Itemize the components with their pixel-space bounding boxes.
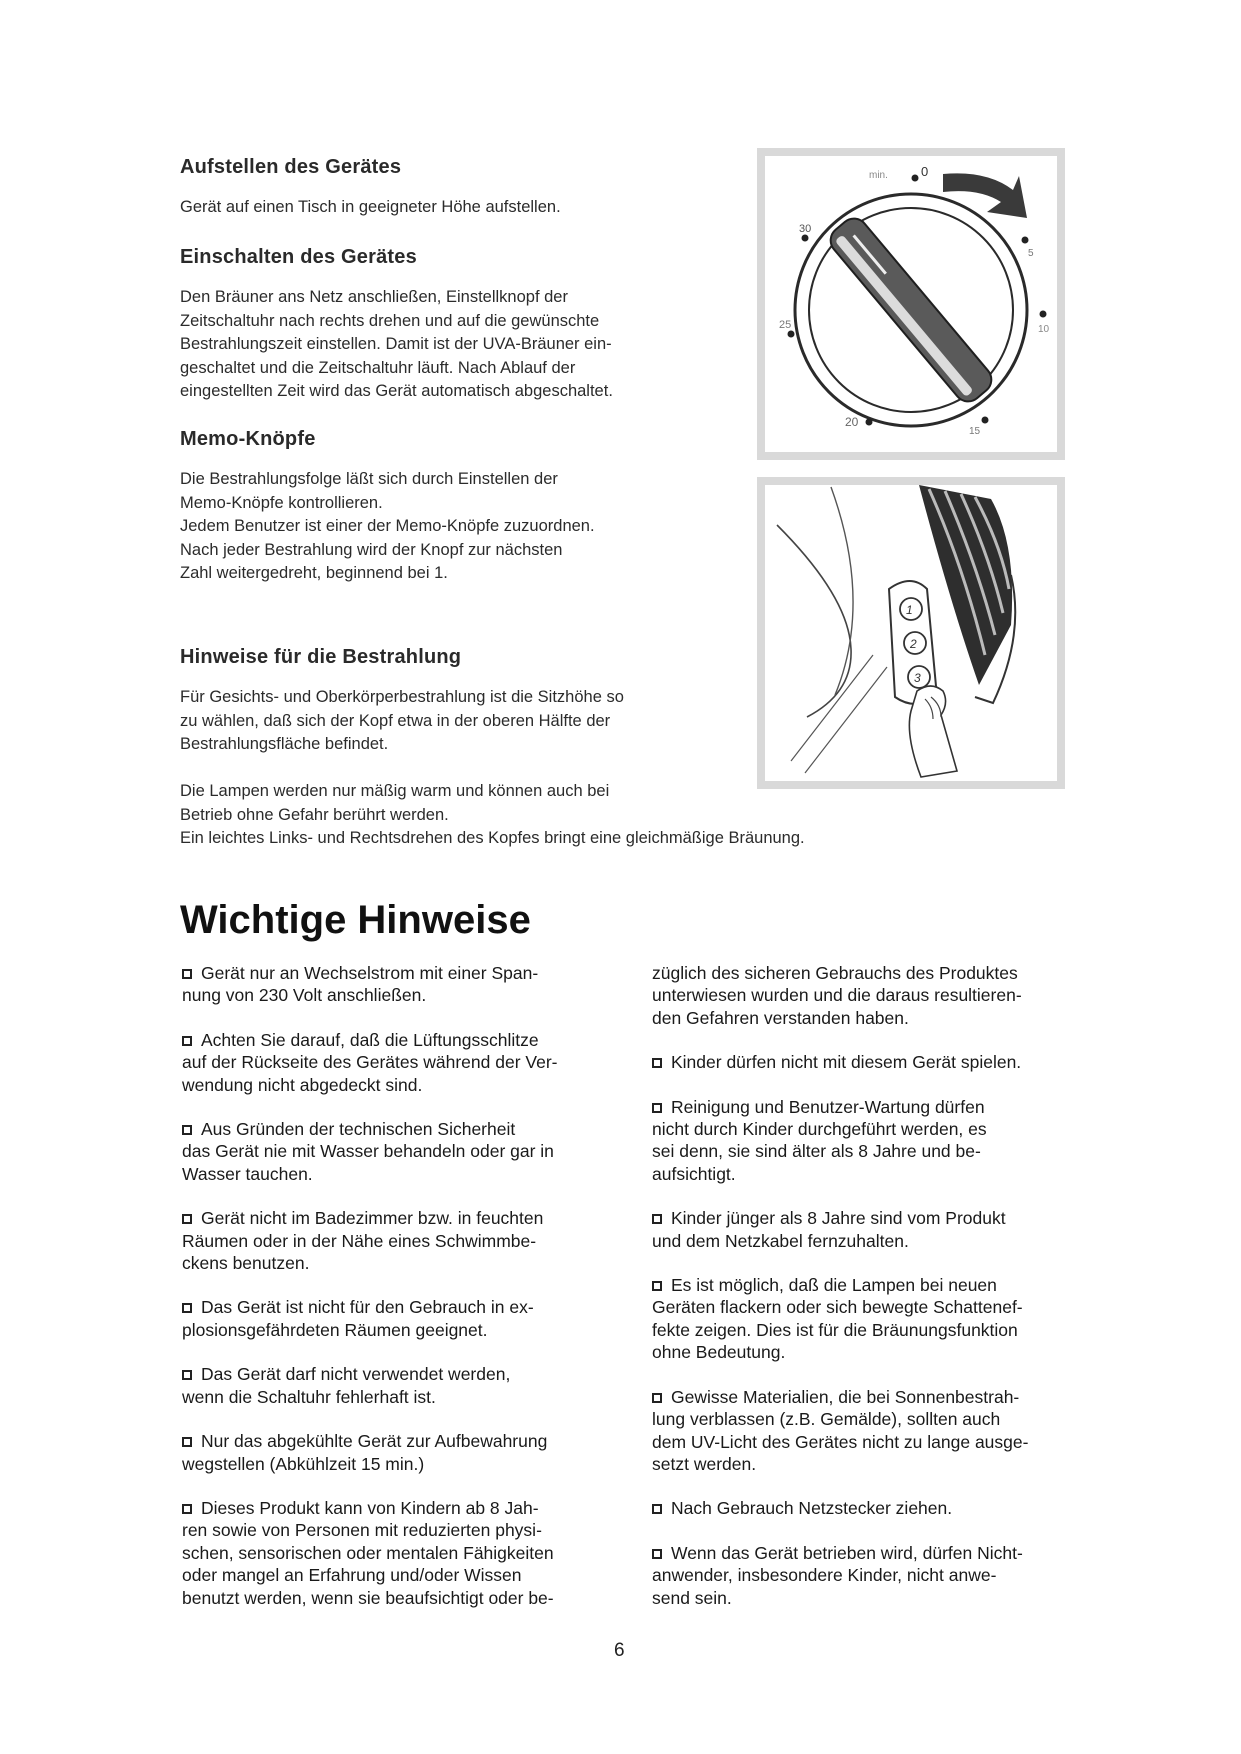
important-notes-right-column — [652, 962, 1076, 1609]
checkbox-bullet-icon — [182, 1214, 192, 1224]
checkbox-bullet-icon — [652, 1504, 662, 1514]
scale-label-30: 30 — [799, 223, 812, 235]
note-line: Aus Gründen der technischen Sicherheit — [201, 1119, 516, 1140]
checkbox-bullet-icon — [652, 1058, 662, 1068]
text-line: Jedem Benutzer ist einer der Memo-Knöpfe zuzuordnen. — [180, 517, 595, 535]
note-item — [182, 1029, 606, 1096]
note-item — [652, 1207, 1076, 1252]
note-line: das Gerät nie mit Wasser behandeln oder gar in — [182, 1141, 554, 1162]
checkbox-bullet-icon — [182, 969, 192, 979]
note-item — [182, 1363, 606, 1408]
note-line: Das Gerät darf nicht verwendet werden, — [201, 1364, 511, 1385]
note-item-continuation — [652, 962, 1076, 1029]
text-line: Nach jeder Bestrahlung wird der Knopf zur nächsten — [180, 540, 563, 559]
timer-dial-figure — [757, 148, 1065, 460]
note-line: Nach Gebrauch Netzstecker ziehen. — [671, 1498, 953, 1519]
text-line: Die Bestrahlungsfolge läßt sich durch Einstellen der — [180, 470, 558, 488]
scale-dot — [788, 331, 795, 338]
note-item — [182, 1118, 606, 1185]
note-line: wendung nicht abgedeckt sind. — [182, 1074, 423, 1095]
checkbox-bullet-icon — [182, 1036, 192, 1046]
important-notes-left-column — [182, 962, 606, 1609]
text-line: Memo-Knöpfe kontrollieren. — [180, 493, 383, 512]
note-item — [652, 1096, 1076, 1186]
note-line: auf der Rückseite des Gerätes während der Ver- — [182, 1052, 558, 1073]
checkbox-bullet-icon — [182, 1504, 192, 1514]
text-line: Bestrahlungszeit einstellen. Damit ist der UVA-Bräuner ein- — [180, 335, 612, 353]
note-line: Gerät nur an Wechselstrom mit einer Span- — [201, 963, 539, 983]
note-item — [652, 1274, 1076, 1364]
checkbox-bullet-icon — [182, 1437, 192, 1447]
heading-einschalten: Einschalten des Gerätes — [180, 246, 417, 268]
note-line: Achten Sie darauf, daß die Lüftungsschlitze — [201, 1029, 539, 1050]
scale-min-label: min. — [869, 170, 888, 181]
note-line: Gewisse Materialien, die bei Sonnenbestrah- — [671, 1386, 1020, 1407]
scale-dot — [866, 419, 873, 426]
text-line: zu wählen, daß sich der Kopf etwa in der oberen Hälfte der — [180, 711, 611, 730]
note-line: lung verblassen (z.B. Gemälde), sollten auch — [652, 1409, 1001, 1430]
note-line: sei denn, sie sind älter als 8 Jahre und be- — [652, 1141, 981, 1162]
note-line: wegstellen (Abkühlzeit 15 min.) — [182, 1453, 425, 1474]
device-stand-line — [805, 667, 887, 773]
scale-dot — [982, 417, 989, 424]
paragraph-lampen — [180, 780, 940, 851]
text-line: Betrieb ohne Gefahr berührt werden. — [180, 805, 449, 824]
memo-buttons-figure — [757, 477, 1065, 789]
note-item — [182, 1296, 606, 1341]
note-item — [652, 1497, 1076, 1519]
note-line: Das Gerät ist nicht für den Gebrauch in ex- — [201, 1297, 534, 1318]
checkbox-bullet-icon — [652, 1214, 662, 1224]
text-line: geschaltet und die Zeitschaltuhr läuft. Nach Ablauf der — [180, 358, 576, 377]
note-line: und dem Netzkabel fernzuhalten. — [652, 1230, 909, 1251]
note-item — [182, 1207, 606, 1274]
note-line: ren sowie von Personen mit reduzierten physi- — [182, 1520, 542, 1541]
note-line: wenn die Schaltuhr fehlerhaft ist. — [182, 1386, 436, 1407]
heading-aufstellen: Aufstellen des Gerätes — [180, 156, 402, 178]
scale-label-25: 25 — [779, 319, 792, 331]
note-line: nicht durch Kinder durchgeführt werden, es — [652, 1119, 987, 1140]
scale-label-5: 5 — [1028, 248, 1034, 259]
heading-memo-knoepfe: Memo-Knöpfe — [180, 428, 316, 450]
checkbox-bullet-icon — [652, 1281, 662, 1291]
memo-button-1 — [900, 598, 922, 620]
note-line: Nur das abgekühlte Gerät zur Aufbewahrung — [201, 1431, 548, 1452]
memo-button-3 — [908, 666, 930, 688]
text-line: Die Lampen werden nur mäßig warm und können auch bei — [180, 782, 610, 800]
memo-button-2 — [904, 632, 926, 654]
note-line: den Gefahren verstanden haben. — [652, 1007, 909, 1028]
note-line: ohne Bedeutung. — [652, 1342, 786, 1363]
checkbox-bullet-icon — [652, 1393, 662, 1403]
important-notes-title: Wichtige Hinweise — [180, 898, 531, 942]
note-line: Reinigung und Benutzer-Wartung dürfen — [671, 1096, 985, 1117]
note-line: Räumen oder in der Nähe eines Schwimmbe- — [182, 1230, 537, 1251]
note-line: Es ist möglich, daß die Lampen bei neuen — [671, 1275, 997, 1296]
scale-dot — [802, 235, 809, 242]
page-number: 6 — [614, 1640, 625, 1661]
memo-buttons-illustration — [765, 485, 1057, 781]
note-line: dem UV-Licht des Gerätes nicht zu lange ausge- — [652, 1431, 1029, 1452]
note-item — [182, 1430, 606, 1475]
scale-label-0: 0 — [921, 164, 929, 179]
note-line: send sein. — [652, 1587, 732, 1608]
text-line: Gerät auf einen Tisch in geeigneter Höhe aufstellen. — [180, 198, 561, 216]
paragraph-einschalten — [180, 286, 702, 404]
scale-label-10: 10 — [1038, 324, 1050, 335]
note-line: anwender, insbesondere Kinder, nicht anwe- — [652, 1565, 997, 1586]
text-line: Bestrahlungsfläche befindet. — [180, 735, 389, 753]
note-line: Wasser tauchen. — [182, 1163, 313, 1184]
note-line: plosionsgefährdeten Räumen geeignet. — [182, 1319, 488, 1340]
note-line: setzt werden. — [652, 1453, 757, 1474]
text-line: Ein leichtes Links- und Rechtsdrehen des Kopfes bringt eine gleichmäßige Bräunung. — [180, 829, 805, 847]
text-line: Zahl weitergedreht, beginnend bei 1. — [180, 564, 448, 582]
scale-dot — [1022, 237, 1029, 244]
note-line: Wenn das Gerät betrieben wird, dürfen Nicht- — [671, 1542, 1023, 1563]
memo-button-label: 3 — [914, 671, 921, 685]
device-stand-line — [791, 655, 873, 761]
note-item — [182, 962, 606, 1007]
note-line: Gerät nicht im Badezimmer bzw. in feuchten — [201, 1208, 544, 1229]
scale-label-15: 15 — [969, 426, 981, 437]
note-line: fekte zeigen. Dies ist für die Bräunungsfunktion — [652, 1319, 1018, 1340]
note-line: unterwiesen wurden und die daraus resultieren- — [652, 985, 1022, 1006]
checkbox-bullet-icon — [182, 1370, 192, 1380]
note-item — [652, 1542, 1076, 1609]
note-line: benutzt werden, wenn sie beaufsichtigt oder be- — [182, 1587, 554, 1608]
note-line: Geräten flackern oder sich bewegte Schattenef- — [652, 1297, 1023, 1318]
scale-dot — [1040, 311, 1047, 318]
note-item — [652, 1051, 1076, 1073]
note-item — [652, 1386, 1076, 1476]
note-line: Kinder jünger als 8 Jahre sind vom Produkt — [671, 1208, 1006, 1229]
scale-dot — [912, 175, 919, 182]
note-line: schen, sensorischen oder mentalen Fähigkeiten — [182, 1542, 554, 1563]
scale-label-20: 20 — [845, 415, 859, 429]
heading-hinweise-bestrahlung: Hinweise für die Bestrahlung — [180, 646, 462, 668]
checkbox-bullet-icon — [182, 1303, 192, 1313]
text-line: Den Bräuner ans Netz anschließen, Einstellknopf der — [180, 288, 568, 306]
text-line: Zeitschaltuhr nach rechts drehen und auf die gewünschte — [180, 311, 600, 330]
text-line: Für Gesichts- und Oberkörperbestrahlung ist die Sitzhöhe so — [180, 688, 624, 706]
paragraph-memo-knoepfe — [180, 468, 702, 586]
device-body-outline — [777, 525, 851, 717]
memo-button-label: 2 — [910, 637, 917, 651]
note-line: züglich des sicheren Gebrauchs des Produktes — [652, 963, 1018, 983]
checkbox-bullet-icon — [652, 1103, 662, 1113]
note-item — [182, 1497, 606, 1609]
note-line: oder mangel an Erfahrung und/oder Wissen — [182, 1565, 522, 1586]
note-line: Kinder dürfen nicht mit diesem Gerät spielen. — [671, 1052, 1022, 1073]
note-line: nung von 230 Volt anschließen. — [182, 985, 427, 1006]
memo-button-label: 1 — [906, 603, 913, 617]
paragraph-aufstellen — [180, 196, 702, 220]
note-line: aufsichtigt. — [652, 1163, 736, 1184]
note-line: ckens benutzen. — [182, 1253, 310, 1274]
timer-dial-illustration — [765, 156, 1057, 452]
paragraph-sitzhoehe — [180, 686, 702, 757]
text-line: eingestellten Zeit wird das Gerät automatisch abgeschaltet. — [180, 382, 613, 400]
checkbox-bullet-icon — [652, 1549, 662, 1559]
note-line: Dieses Produkt kann von Kindern ab 8 Jah- — [201, 1497, 539, 1518]
checkbox-bullet-icon — [182, 1125, 192, 1135]
